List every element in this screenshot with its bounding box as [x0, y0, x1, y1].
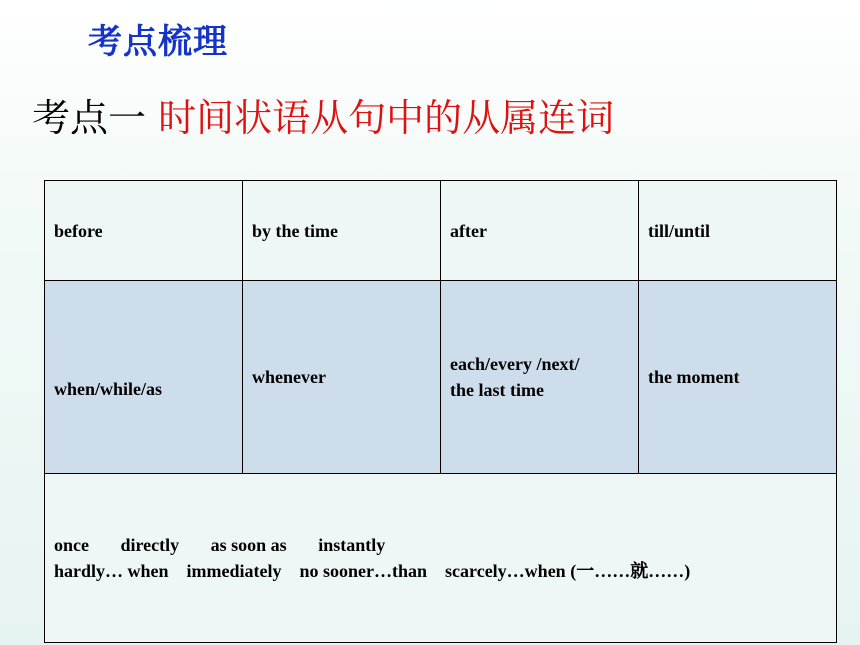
conjunction-word: immediately: [186, 561, 282, 581]
table-cell: [441, 281, 639, 474]
conjunction-word: instantly: [318, 535, 386, 555]
conjunction-word: scarcely…when (一……就……): [445, 561, 691, 581]
conjunction-word: no sooner…than: [299, 561, 428, 581]
conjunction-word: as soon as: [210, 535, 287, 555]
cell-line: the last time: [450, 380, 544, 400]
table-row: [45, 181, 837, 281]
point-heading-topic: 时间状语从句中的从属连词: [158, 96, 615, 140]
table-cell: when/while/as: [45, 281, 243, 474]
conjunction-word: hardly… when: [54, 561, 169, 581]
point-heading: [32, 96, 614, 142]
point-heading-prefix: 考点一: [32, 96, 147, 140]
cell-line: each/every /next/: [450, 354, 580, 374]
slide-title: 考点梳理: [88, 22, 228, 62]
table-cell: after: [441, 181, 639, 281]
conjunction-line-1: [54, 532, 827, 558]
table-cell: till/until: [639, 181, 837, 281]
table-cell: by the time: [243, 181, 441, 281]
conjunction-table: [44, 180, 837, 643]
table-cell: the moment: [639, 281, 837, 474]
conjunction-word: directly: [120, 535, 180, 555]
table-cell: whenever: [243, 281, 441, 474]
conjunction-line-2: [54, 558, 827, 584]
conjunction-word: once: [54, 535, 89, 555]
table-cell: before: [45, 181, 243, 281]
table-row: [45, 281, 837, 474]
table-row: [45, 474, 837, 643]
table-cell-wide: [45, 474, 837, 643]
